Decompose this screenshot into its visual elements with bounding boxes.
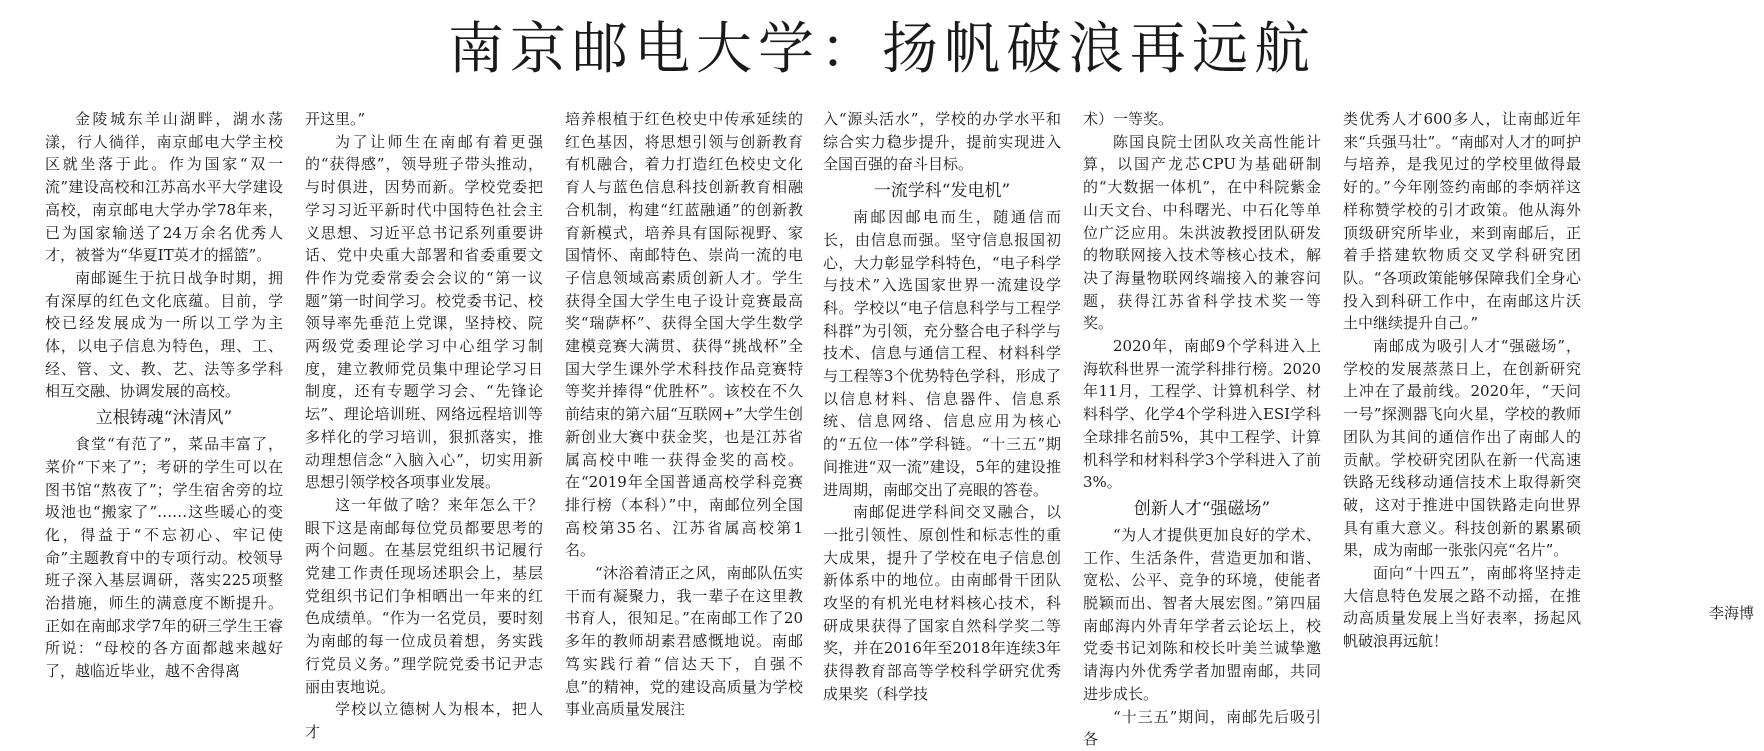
article-paragraph: 金陵城东羊山湖畔，湖水荡漾，行人徜徉，南京邮电大学主校区就坐落于此。作为国家“双一流”建设高校和江苏高水平大学建设高校，南京邮电大学办学78年来，已为国家输送了24万余名优秀人才，被誉为“华夏IT英才的摇篮”。 — [45, 110, 283, 265]
article-headline: 南京邮电大学：扬帆破浪再远航 — [448, 17, 1316, 82]
article-paragraph: 为了让师生在南邮有着更强的“获得感”，领导班子带头推动，与时俱进，因势而新。学校党委把学习习近平新时代中国特色社会主义思想、习近平总书记系列重要讲话、党中央重大部署和省委重要文件作为党委常委会会议的“第一议题”第一时间学习。校党委书记、校领导率先垂范上党课，坚持校、院两级党委理论学习中心组学习制度，建立教师党员集中理论学习日制度，还有专题学习会、“先锋论坛”、理论培训班、网络远程培训等多样化的学习培训，狠抓落实，推动理想信念“入脑入心”，切实用新思想引领学校各项事业发展。 — [305, 132, 543, 492]
article-paragraph: 南邮促进学科间交叉融合，以一批引领性、原创性和标志性的重大成果，提升了学校在电子信息创新体系中的地位。由南邮骨干团队攻坚的有机光电材料核心技术，科研成果获得了国家自然科学奖二等奖，并在2016年至2018年连续3年获得教育部高等学校科学研究优秀成果奖（科学技 — [823, 503, 1061, 703]
article-paragraph: 培养根植于红色校史中传承延续的红色基因，将思想引领与创新教育有机融合，着力打造红色校史文化育人与蓝色信息科技创新教育相融合机制，构建“红蓝融通”的创新教育新模式，培养具有国际视野、家国情怀、南邮特色、崇尚一流的电子信息领域高素质创新人才。学生获得全国大学生电子设计竞赛最高奖“瑞萨杯”、获得全国大学生数学建模竞赛大满贯、获得“挑战杯”全国大学生课外学术科技作品竞赛特等奖并捧得“优胜杯”。该校在不久前结束的第六届“互联网+”大学生创新创业大赛中获金奖，也是江苏省属高校中唯一获得金奖的高校。在“2019年全国普通高校学科竞赛排行榜（本科）”中，南邮位列全国高校第35名、江苏省属高校第1名。 — [565, 110, 803, 560]
article-column-5 — [1083, 108, 1321, 749]
article-column-6 — [1343, 108, 1581, 651]
article-paragraph: 面向“十四五”，南邮将坚持走大信息特色发展之路不动摇，在推动高质量发展上当好表率，扬起风帆破浪再远航！ — [1343, 564, 1581, 651]
article-paragraph: 类优秀人才600多人，让南邮近年来“兵强马壮”。“南邮对人才的呵护与培养，是我见过的学校里做得最好的。”今年刚签约南邮的李炳祥这样称赞学校的引才政策。他从海外顶级研究所毕业，来到南邮后，正着手搭建软物质交叉学科研究团队。“各项政策能够保障我们全身心投入到科研工作中，在南邮这片沃土中继续提升自己。” — [1343, 110, 1581, 333]
article-paragraph: 学校以立德树人为根本，把人才 — [305, 700, 543, 741]
section-heading: 立根铸魂“沐清风” — [95, 408, 233, 429]
article-paragraph: 食堂“有范了”，菜品丰富了，菜价“下来了”；考研的学生可以在图书馆“熬夜了”；学生宿舍旁的垃圾池也“搬家了”……这些暖心的变化，得益于“不忘初心、牢记使命”主题教育中的专项行动。校领导班子深入基层调研，落实225项整治措施，师生的满意度不断提升。正如在南邮求学7年的研三学生王睿所说：“母校的各方面都越来越好了，越临近毕业，越不舍得离 — [45, 435, 283, 681]
article-paragraph: 南邮因邮电而生，随通信而长，由信息而强。坚守信息报国初心，大力彰显学科特色，“电子科学与技术”入选国家世界一流建设学科。学校以“电子信息科学与工程学科群”为引领，充分整合电子科学与技术、信息与通信工程、材料科学与工程等3个优势特色学科，形成了以信息材料、信息器件、信息系统、信息网络、信息应用为核心的“五位一体”学科链。“十三五”期间推进“双一流”建设，5年的建设推进周期，南邮交出了亮眼的答卷。 — [823, 208, 1061, 499]
article-column-1 — [45, 108, 283, 681]
article-paragraph: 陈国良院士团队攻关高性能计算，以国产龙芯CPU为基础研制的“大数据一体机”，在中科院紫金山天文台、中科曙光、中石化等单位广泛应用。朱洪波教授团队研发的物联网接入技术等核心技术，解决了海量物联网终端接入的兼容问题，获得江苏省科学技术奖一等奖。 — [1083, 132, 1321, 333]
article-paragraph: “沐浴着清正之风，南邮队伍实干而有凝聚力，我一辈子在这里教书育人，很知足。”在南邮工作了20多年的教师胡素君感慨地说。南邮笃实践行着“信达天下，自强不息”的精神，党的建设高质量为学校事业高质量发展注 — [565, 564, 803, 719]
section-heading: 创新人才“强磁场” — [1133, 498, 1271, 519]
article-paragraph: 南邮诞生于抗日战争时期，拥有深厚的红色文化底蕴。目前，学校已经发展成为一所以工学为主体，以电子信息为特色，理、工、经、管、文、教、艺、法等多学科相互交融、协调发展的高校。 — [45, 268, 283, 401]
article-paragraph: 术）一等奖。 — [1083, 110, 1174, 128]
article-paragraph: “十三五”期间，南邮先后吸引各 — [1083, 707, 1321, 749]
article-paragraph: 入“源头活水”，学校的办学水平和综合实力稳步提升，提前实现进入全国百强的奋斗目标。 — [823, 110, 1061, 174]
article-paragraph: 2020年，南邮9个学科进入上海软科世界一流学科排行榜。2020年11月，工程学、计算机科学、材料科学、化学4个学科进入ESI学科全球排名前5%，其中工程学、计算机科学和材料科学3个学科进入了前3%。 — [1083, 337, 1321, 492]
article-paragraph: 这一年做了啥？来年怎么干？眼下这是南邮每位党员都要思考的两个问题。在基层党组织书记履行党建工作责任现场述职会上，基层党组织书记们争相晒出一年来的红色成绩单。“作为一名党员，要时刻为南邮的每一位成员着想，务实践行党员义务。”理学院党委书记尹志丽由衷地说。 — [305, 495, 543, 696]
article-paragraph: 开这里。” — [305, 110, 366, 128]
article-paragraph: 南邮成为吸引人才“强磁场”，学校的发展蒸蒸日上，在创新研究上冲在了最前线。2020年，“天问一号”探测器飞向火星，学校的教师团队为其间的通信作出了南邮人的贡献。学校研究团队在新一代高速铁路无线移动通信技术上取得新突破，这对于推进中国铁路走向世界具有重大意义。科技创新的累累硕果，成为南邮一张张闪亮“名片”。 — [1343, 337, 1581, 560]
article-column-3 — [565, 108, 803, 719]
author-byline: 李海博 — [1708, 604, 1754, 622]
article-column-2 — [305, 108, 543, 741]
article-paragraph: “为人才提供更加良好的学术、工作、生活条件，营造更加和谐、宽松、公平、竞争的环境，使能者脱颖而出、智者大展宏图。”第四届南邮海内外青年学者云论坛上，校党委书记刘陈和校长叶美兰诚挚邀请海内外优秀学者加盟南邮，共同进步成长。 — [1083, 525, 1321, 703]
section-heading: 一流学科“发电机” — [873, 181, 1011, 202]
article-column-4 — [823, 108, 1061, 703]
